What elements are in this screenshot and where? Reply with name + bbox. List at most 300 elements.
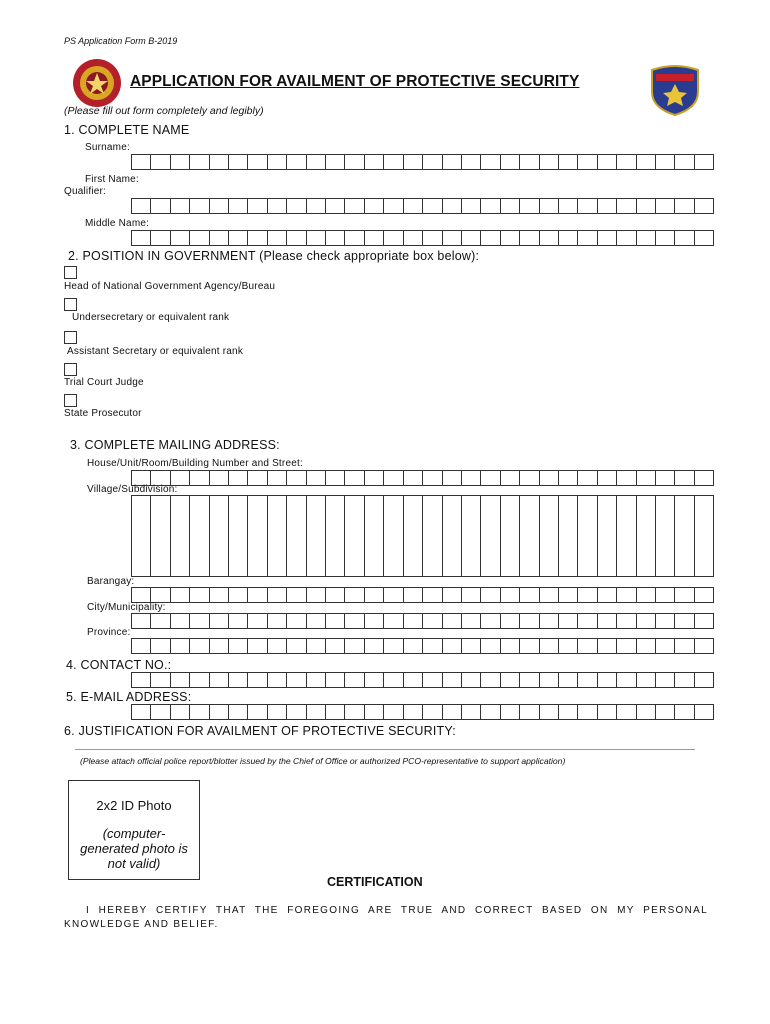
input-cell[interactable] [365, 588, 384, 602]
input-cell[interactable] [210, 199, 229, 213]
input-cell[interactable] [268, 155, 287, 169]
input-cell[interactable] [268, 705, 287, 719]
input-cell[interactable] [501, 471, 520, 485]
input-cell[interactable] [171, 588, 190, 602]
input-cell[interactable] [481, 471, 500, 485]
middle-name-input-grid[interactable] [131, 230, 714, 246]
input-cell[interactable] [443, 199, 462, 213]
input-cell[interactable] [501, 673, 520, 687]
input-cell[interactable] [326, 231, 345, 245]
input-cell[interactable] [345, 673, 364, 687]
input-cell[interactable] [248, 496, 267, 576]
input-cell[interactable] [520, 673, 539, 687]
input-cell[interactable] [287, 673, 306, 687]
input-cell[interactable] [443, 155, 462, 169]
input-cell[interactable] [248, 471, 267, 485]
input-cell[interactable] [617, 673, 636, 687]
input-cell[interactable] [520, 705, 539, 719]
input-cell[interactable] [210, 588, 229, 602]
input-cell[interactable] [559, 231, 578, 245]
input-cell[interactable] [248, 614, 267, 628]
input-cell[interactable] [229, 496, 248, 576]
input-cell[interactable] [443, 705, 462, 719]
input-cell[interactable] [462, 705, 481, 719]
input-cell[interactable] [462, 496, 481, 576]
input-cell[interactable] [695, 614, 714, 628]
input-cell[interactable] [617, 471, 636, 485]
input-cell[interactable] [326, 673, 345, 687]
input-cell[interactable] [190, 588, 209, 602]
input-cell[interactable] [423, 588, 442, 602]
input-cell[interactable] [598, 471, 617, 485]
input-cell[interactable] [637, 705, 656, 719]
input-cell[interactable] [151, 155, 170, 169]
input-cell[interactable] [656, 496, 675, 576]
input-cell[interactable] [151, 614, 170, 628]
input-cell[interactable] [326, 496, 345, 576]
input-cell[interactable] [171, 231, 190, 245]
input-cell[interactable] [307, 673, 326, 687]
input-cell[interactable] [501, 705, 520, 719]
input-cell[interactable] [345, 155, 364, 169]
input-cell[interactable] [695, 471, 714, 485]
input-cell[interactable] [617, 705, 636, 719]
input-cell[interactable] [248, 673, 267, 687]
input-cell[interactable] [326, 199, 345, 213]
input-cell[interactable] [481, 673, 500, 687]
input-cell[interactable] [462, 639, 481, 653]
input-cell[interactable] [384, 614, 403, 628]
input-cell[interactable] [481, 588, 500, 602]
input-cell[interactable] [229, 231, 248, 245]
input-cell[interactable] [210, 614, 229, 628]
input-cell[interactable] [540, 588, 559, 602]
input-cell[interactable] [675, 673, 694, 687]
input-cell[interactable] [462, 588, 481, 602]
surname-input-grid[interactable] [131, 154, 714, 170]
input-cell[interactable] [559, 199, 578, 213]
input-cell[interactable] [559, 614, 578, 628]
input-cell[interactable] [443, 588, 462, 602]
input-cell[interactable] [695, 155, 714, 169]
input-cell[interactable] [268, 496, 287, 576]
input-cell[interactable] [462, 673, 481, 687]
input-cell[interactable] [345, 705, 364, 719]
input-cell[interactable] [365, 496, 384, 576]
input-cell[interactable] [695, 496, 714, 576]
input-cell[interactable] [132, 705, 151, 719]
input-cell[interactable] [151, 705, 170, 719]
input-cell[interactable] [695, 673, 714, 687]
input-cell[interactable] [656, 588, 675, 602]
input-cell[interactable] [307, 588, 326, 602]
input-cell[interactable] [190, 614, 209, 628]
input-cell[interactable] [656, 673, 675, 687]
input-cell[interactable] [384, 639, 403, 653]
justification-input-line[interactable] [75, 749, 695, 750]
input-cell[interactable] [578, 705, 597, 719]
input-cell[interactable] [578, 155, 597, 169]
input-cell[interactable] [559, 155, 578, 169]
input-cell[interactable] [481, 231, 500, 245]
input-cell[interactable] [132, 614, 151, 628]
input-cell[interactable] [190, 673, 209, 687]
input-cell[interactable] [423, 231, 442, 245]
input-cell[interactable] [540, 673, 559, 687]
input-cell[interactable] [423, 705, 442, 719]
input-cell[interactable] [345, 199, 364, 213]
input-cell[interactable] [345, 614, 364, 628]
input-cell[interactable] [307, 471, 326, 485]
input-cell[interactable] [190, 231, 209, 245]
input-cell[interactable] [248, 705, 267, 719]
input-cell[interactable] [307, 639, 326, 653]
input-cell[interactable] [384, 155, 403, 169]
input-cell[interactable] [307, 614, 326, 628]
contact-number-input-grid[interactable] [131, 672, 714, 688]
input-cell[interactable] [520, 639, 539, 653]
input-cell[interactable] [598, 496, 617, 576]
input-cell[interactable] [617, 231, 636, 245]
input-cell[interactable] [132, 639, 151, 653]
input-cell[interactable] [578, 199, 597, 213]
input-cell[interactable] [501, 199, 520, 213]
input-cell[interactable] [617, 496, 636, 576]
province-input-grid[interactable] [131, 638, 714, 654]
input-cell[interactable] [637, 155, 656, 169]
input-cell[interactable] [520, 199, 539, 213]
input-cell[interactable] [520, 155, 539, 169]
input-cell[interactable] [345, 471, 364, 485]
input-cell[interactable] [598, 639, 617, 653]
input-cell[interactable] [132, 155, 151, 169]
input-cell[interactable] [559, 496, 578, 576]
input-cell[interactable] [365, 673, 384, 687]
input-cell[interactable] [384, 199, 403, 213]
input-cell[interactable] [443, 614, 462, 628]
input-cell[interactable] [268, 673, 287, 687]
input-cell[interactable] [171, 639, 190, 653]
input-cell[interactable] [287, 705, 306, 719]
input-cell[interactable] [598, 588, 617, 602]
input-cell[interactable] [151, 199, 170, 213]
input-cell[interactable] [365, 471, 384, 485]
input-cell[interactable] [384, 705, 403, 719]
input-cell[interactable] [326, 155, 345, 169]
first-name-input-grid[interactable] [131, 198, 714, 214]
input-cell[interactable] [695, 639, 714, 653]
input-cell[interactable] [598, 199, 617, 213]
input-cell[interactable] [384, 496, 403, 576]
input-cell[interactable] [559, 705, 578, 719]
input-cell[interactable] [365, 155, 384, 169]
input-cell[interactable] [326, 639, 345, 653]
input-cell[interactable] [617, 639, 636, 653]
input-cell[interactable] [578, 496, 597, 576]
input-cell[interactable] [307, 496, 326, 576]
input-cell[interactable] [637, 471, 656, 485]
input-cell[interactable] [190, 705, 209, 719]
input-cell[interactable] [520, 471, 539, 485]
input-cell[interactable] [229, 471, 248, 485]
input-cell[interactable] [171, 155, 190, 169]
input-cell[interactable] [675, 639, 694, 653]
input-cell[interactable] [695, 199, 714, 213]
input-cell[interactable] [540, 614, 559, 628]
input-cell[interactable] [404, 231, 423, 245]
input-cell[interactable] [345, 231, 364, 245]
input-cell[interactable] [190, 496, 209, 576]
input-cell[interactable] [132, 673, 151, 687]
input-cell[interactable] [171, 496, 190, 576]
input-cell[interactable] [540, 155, 559, 169]
input-cell[interactable] [520, 496, 539, 576]
input-cell[interactable] [675, 705, 694, 719]
input-cell[interactable] [190, 471, 209, 485]
input-cell[interactable] [559, 673, 578, 687]
input-cell[interactable] [248, 588, 267, 602]
input-cell[interactable] [268, 639, 287, 653]
input-cell[interactable] [365, 639, 384, 653]
input-cell[interactable] [520, 588, 539, 602]
input-cell[interactable] [578, 673, 597, 687]
input-cell[interactable] [481, 639, 500, 653]
input-cell[interactable] [384, 588, 403, 602]
input-cell[interactable] [345, 588, 364, 602]
input-cell[interactable] [423, 199, 442, 213]
input-cell[interactable] [210, 471, 229, 485]
input-cell[interactable] [307, 155, 326, 169]
input-cell[interactable] [695, 588, 714, 602]
input-cell[interactable] [617, 614, 636, 628]
input-cell[interactable] [462, 614, 481, 628]
input-cell[interactable] [151, 496, 170, 576]
input-cell[interactable] [637, 199, 656, 213]
input-cell[interactable] [637, 231, 656, 245]
input-cell[interactable] [540, 705, 559, 719]
input-cell[interactable] [637, 588, 656, 602]
input-cell[interactable] [443, 496, 462, 576]
input-cell[interactable] [443, 231, 462, 245]
input-cell[interactable] [248, 639, 267, 653]
checkbox-trial-court-judge[interactable] [64, 363, 77, 376]
input-cell[interactable] [287, 231, 306, 245]
input-cell[interactable] [345, 639, 364, 653]
input-cell[interactable] [151, 673, 170, 687]
input-cell[interactable] [171, 673, 190, 687]
input-cell[interactable] [190, 155, 209, 169]
email-address-input-grid[interactable] [131, 704, 714, 720]
input-cell[interactable] [443, 471, 462, 485]
input-cell[interactable] [501, 614, 520, 628]
input-cell[interactable] [210, 155, 229, 169]
input-cell[interactable] [578, 614, 597, 628]
input-cell[interactable] [501, 639, 520, 653]
input-cell[interactable] [171, 705, 190, 719]
checkbox-assistant-secretary[interactable] [64, 331, 77, 344]
input-cell[interactable] [520, 231, 539, 245]
input-cell[interactable] [540, 639, 559, 653]
input-cell[interactable] [443, 673, 462, 687]
house-street-input-grid[interactable] [131, 470, 714, 486]
input-cell[interactable] [578, 639, 597, 653]
input-cell[interactable] [151, 231, 170, 245]
input-cell[interactable] [578, 471, 597, 485]
input-cell[interactable] [675, 199, 694, 213]
input-cell[interactable] [326, 588, 345, 602]
input-cell[interactable] [598, 614, 617, 628]
input-cell[interactable] [210, 496, 229, 576]
input-cell[interactable] [598, 155, 617, 169]
input-cell[interactable] [695, 231, 714, 245]
input-cell[interactable] [287, 471, 306, 485]
input-cell[interactable] [540, 496, 559, 576]
input-cell[interactable] [675, 496, 694, 576]
input-cell[interactable] [384, 471, 403, 485]
input-cell[interactable] [132, 588, 151, 602]
input-cell[interactable] [151, 588, 170, 602]
input-cell[interactable] [287, 199, 306, 213]
input-cell[interactable] [404, 673, 423, 687]
input-cell[interactable] [675, 231, 694, 245]
input-cell[interactable] [171, 199, 190, 213]
input-cell[interactable] [481, 614, 500, 628]
input-cell[interactable] [462, 199, 481, 213]
input-cell[interactable] [656, 155, 675, 169]
input-cell[interactable] [675, 614, 694, 628]
input-cell[interactable] [365, 231, 384, 245]
input-cell[interactable] [423, 496, 442, 576]
input-cell[interactable] [423, 155, 442, 169]
input-cell[interactable] [540, 199, 559, 213]
input-cell[interactable] [307, 231, 326, 245]
input-cell[interactable] [229, 155, 248, 169]
input-cell[interactable] [617, 199, 636, 213]
input-cell[interactable] [171, 614, 190, 628]
input-cell[interactable] [287, 496, 306, 576]
input-cell[interactable] [151, 471, 170, 485]
input-cell[interactable] [404, 614, 423, 628]
input-cell[interactable] [520, 614, 539, 628]
input-cell[interactable] [384, 231, 403, 245]
input-cell[interactable] [675, 155, 694, 169]
input-cell[interactable] [190, 199, 209, 213]
input-cell[interactable] [365, 705, 384, 719]
input-cell[interactable] [171, 471, 190, 485]
input-cell[interactable] [404, 588, 423, 602]
input-cell[interactable] [229, 705, 248, 719]
input-cell[interactable] [287, 155, 306, 169]
input-cell[interactable] [229, 614, 248, 628]
input-cell[interactable] [307, 705, 326, 719]
input-cell[interactable] [501, 231, 520, 245]
checkbox-undersecretary[interactable] [64, 298, 77, 311]
input-cell[interactable] [637, 639, 656, 653]
input-cell[interactable] [540, 231, 559, 245]
input-cell[interactable] [132, 471, 151, 485]
input-cell[interactable] [287, 639, 306, 653]
input-cell[interactable] [287, 588, 306, 602]
input-cell[interactable] [423, 673, 442, 687]
input-cell[interactable] [268, 231, 287, 245]
input-cell[interactable] [210, 231, 229, 245]
input-cell[interactable] [675, 588, 694, 602]
input-cell[interactable] [229, 199, 248, 213]
input-cell[interactable] [598, 231, 617, 245]
input-cell[interactable] [656, 199, 675, 213]
input-cell[interactable] [578, 231, 597, 245]
input-cell[interactable] [501, 588, 520, 602]
input-cell[interactable] [326, 614, 345, 628]
city-municipality-input-grid[interactable] [131, 613, 714, 629]
input-cell[interactable] [210, 673, 229, 687]
input-cell[interactable] [132, 496, 151, 576]
input-cell[interactable] [287, 614, 306, 628]
input-cell[interactable] [248, 231, 267, 245]
input-cell[interactable] [656, 231, 675, 245]
input-cell[interactable] [423, 471, 442, 485]
input-cell[interactable] [307, 199, 326, 213]
input-cell[interactable] [151, 639, 170, 653]
input-cell[interactable] [326, 705, 345, 719]
input-cell[interactable] [656, 705, 675, 719]
input-cell[interactable] [268, 588, 287, 602]
input-cell[interactable] [404, 496, 423, 576]
input-cell[interactable] [248, 155, 267, 169]
input-cell[interactable] [248, 199, 267, 213]
input-cell[interactable] [481, 155, 500, 169]
input-cell[interactable] [345, 496, 364, 576]
input-cell[interactable] [404, 471, 423, 485]
input-cell[interactable] [210, 639, 229, 653]
input-cell[interactable] [404, 199, 423, 213]
id-photo-box[interactable] [68, 780, 200, 880]
input-cell[interactable] [229, 588, 248, 602]
input-cell[interactable] [365, 614, 384, 628]
input-cell[interactable] [481, 496, 500, 576]
input-cell[interactable] [637, 614, 656, 628]
input-cell[interactable] [365, 199, 384, 213]
input-cell[interactable] [656, 639, 675, 653]
checkbox-state-prosecutor[interactable] [64, 394, 77, 407]
input-cell[interactable] [540, 471, 559, 485]
input-cell[interactable] [501, 155, 520, 169]
input-cell[interactable] [656, 471, 675, 485]
input-cell[interactable] [384, 673, 403, 687]
input-cell[interactable] [617, 155, 636, 169]
village-subdivision-input-grid[interactable] [131, 495, 714, 577]
input-cell[interactable] [598, 705, 617, 719]
checkbox-head-of-agency[interactable] [64, 266, 77, 279]
input-cell[interactable] [132, 199, 151, 213]
input-cell[interactable] [462, 231, 481, 245]
input-cell[interactable] [132, 231, 151, 245]
input-cell[interactable] [695, 705, 714, 719]
input-cell[interactable] [598, 673, 617, 687]
barangay-input-grid[interactable] [131, 587, 714, 603]
input-cell[interactable] [190, 639, 209, 653]
input-cell[interactable] [462, 471, 481, 485]
input-cell[interactable] [675, 471, 694, 485]
input-cell[interactable] [617, 588, 636, 602]
input-cell[interactable] [481, 199, 500, 213]
input-cell[interactable] [229, 639, 248, 653]
input-cell[interactable] [423, 639, 442, 653]
input-cell[interactable] [559, 639, 578, 653]
input-cell[interactable] [443, 639, 462, 653]
input-cell[interactable] [578, 588, 597, 602]
input-cell[interactable] [404, 705, 423, 719]
